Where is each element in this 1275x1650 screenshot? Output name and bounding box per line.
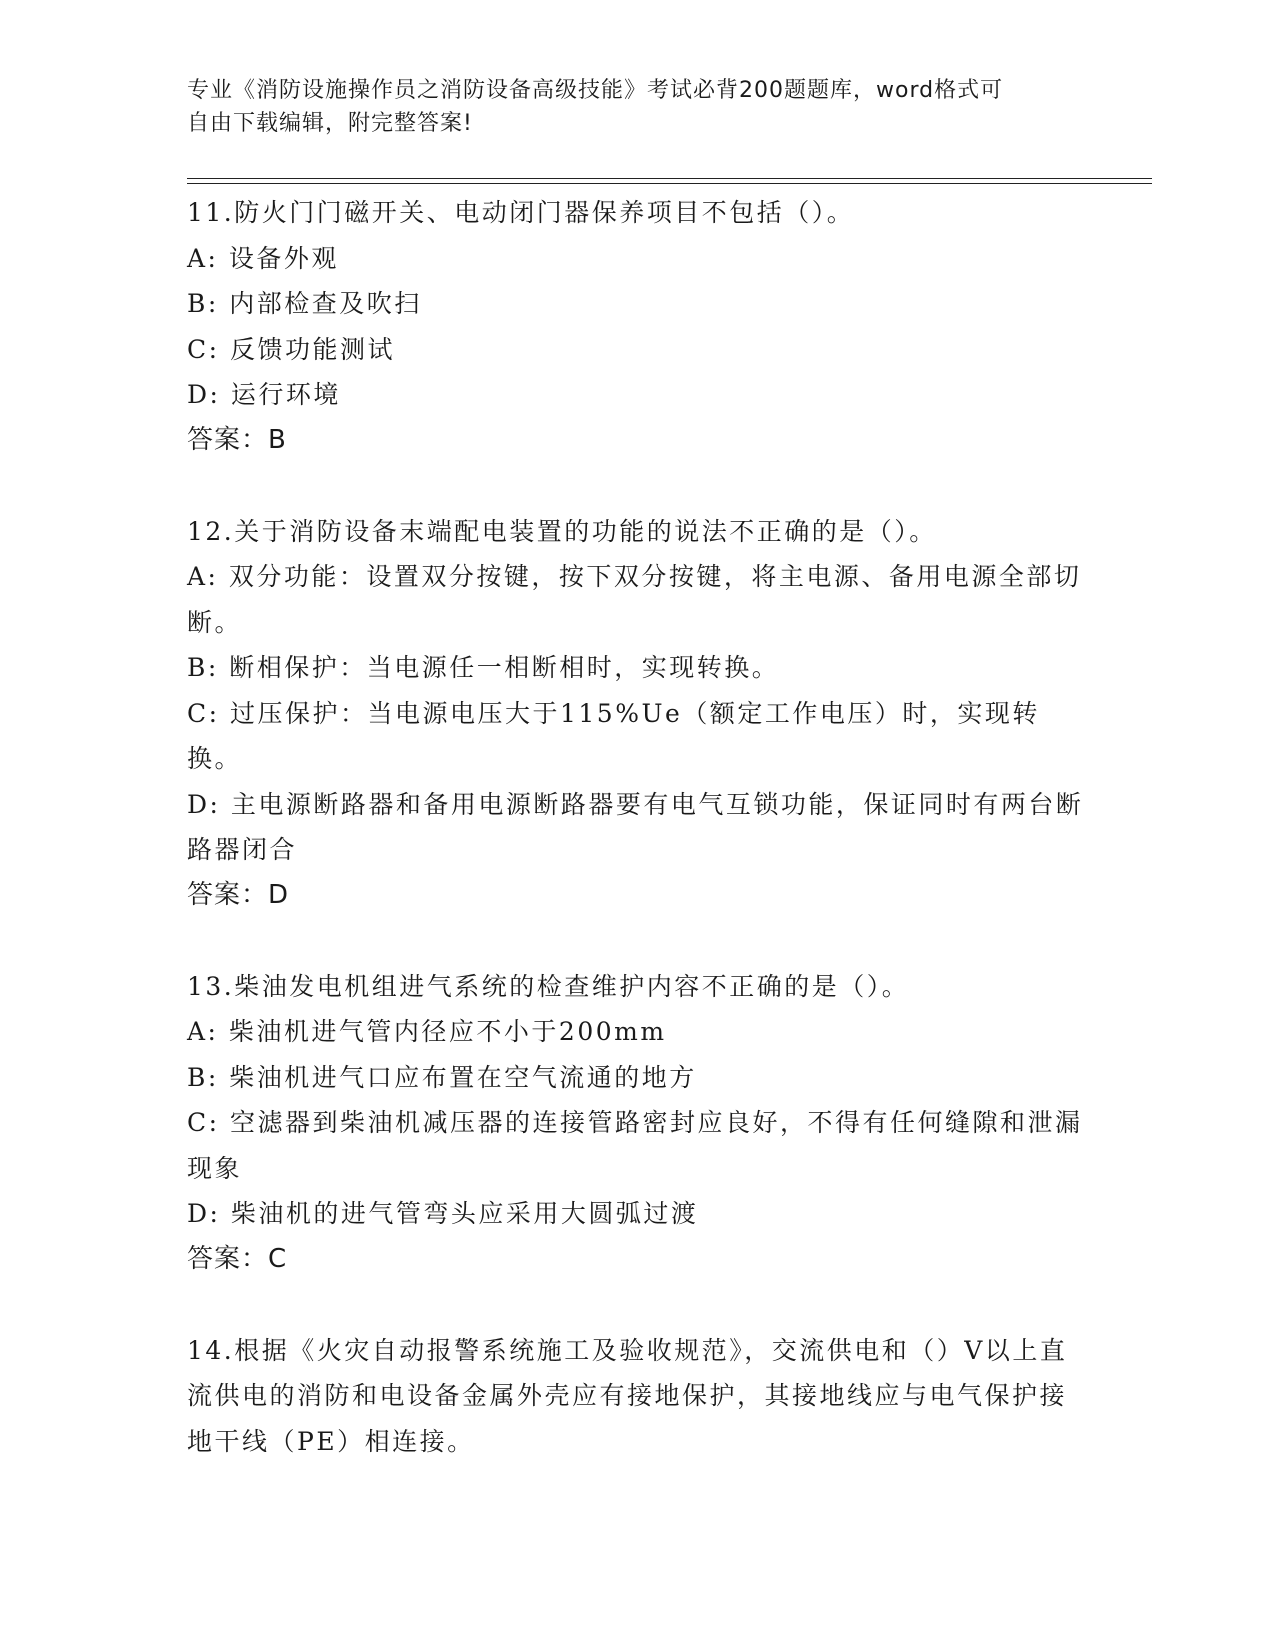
option-c: C: 过压保护：当电源电压大于115%Ue（额定工作电压）时，实现转换。 [187, 698, 1040, 773]
document-header [187, 74, 1087, 140]
option-d: D: 柴油机的进气管弯头应采用大圆弧过渡 [187, 1199, 699, 1228]
question-stem: 13.柴油发电机组进气系统的检查维护内容不正确的是（）。 [187, 971, 910, 1001]
question-stem: 11.防火门门磁开关、电动闭门器保养项目不包括（）。 [187, 198, 855, 227]
question-13 [187, 964, 1087, 1283]
option-b: B: 断相保护：当电源任一相断相时，实现转换。 [187, 653, 780, 682]
question-12 [187, 509, 1087, 919]
option-c: C: 空滤器到柴油机减压器的连接管路密封应良好，不得有任何缝隙和泄漏现象 [187, 1108, 1083, 1183]
option-d: D: 主电源断路器和备用电源断路器要有电气互锁功能，保证同时有两台断路器闭合 [187, 789, 1084, 864]
header-divider-bottom [187, 183, 1152, 184]
option-b: B: 内部检查及吹扫 [187, 289, 422, 318]
question-stem: 12.关于消防设备末端配电装置的功能的说法不正确的是（）。 [187, 516, 937, 546]
option-b: B: 柴油机进气口应布置在空气流通的地方 [187, 1062, 697, 1092]
header-line-1: 专业《消防设施操作员之消防设备高级技能》考试必背200题题库，word格式可 [187, 78, 1004, 103]
answer-line: 答案：C [187, 1243, 288, 1274]
question-14 [187, 1328, 1087, 1465]
option-c: C: 反馈功能测试 [187, 334, 395, 364]
question-11 [187, 190, 1087, 463]
option-d: D: 运行环境 [187, 380, 341, 409]
option-a: A: 柴油机进气管内径应不小于200mm [187, 1017, 667, 1046]
option-a: A: 双分功能：设置双分按键，按下双分按键，将主电源、备用电源全部切断。 [187, 562, 1082, 637]
header-divider-top [187, 178, 1152, 179]
question-stem: 14.根据《火灾自动报警系统施工及验收规范》，交流供电和（）V以上直流供电的消防和电设备金属外壳应有接地保护，其接地线应与电气保护接地干线（PE）相连接。 [187, 1335, 1068, 1456]
answer-line: 答案：B [187, 424, 287, 455]
option-a: A: 设备外观 [187, 243, 339, 273]
header-line-2: 自由下载编辑，附完整答案! [187, 111, 473, 136]
answer-line: 答案：D [187, 879, 290, 910]
question-list [187, 190, 1087, 1510]
